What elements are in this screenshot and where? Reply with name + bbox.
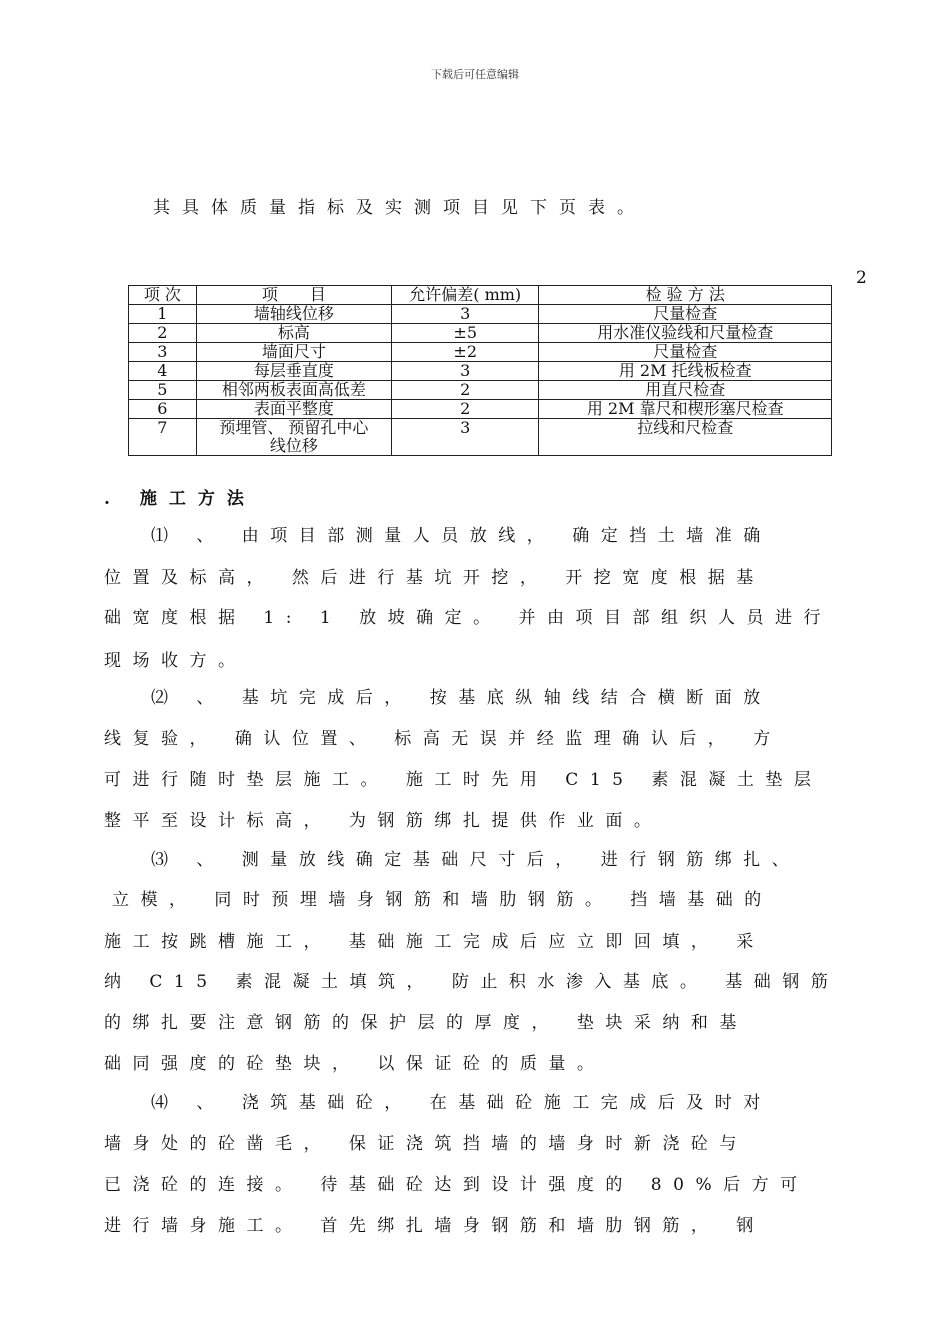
- body-line: 线复验， 确认位置、 标高无误并经监理确认后， 方: [104, 729, 782, 749]
- body-line: 础同强度的砼垫块， 以保证砼的质量。: [104, 1054, 606, 1074]
- body-line: 位置及标高， 然后进行基坑开挖， 开挖宽度根据基: [104, 568, 765, 588]
- table-row: [129, 362, 832, 381]
- cell-method: 用水准仪验线和尺量检查: [539, 324, 832, 343]
- cell-tolerance: 2: [392, 400, 539, 419]
- cell-item: 墙面尺寸: [196, 343, 391, 362]
- body-line: ⑵ 、 基坑完成后， 按基底纵轴线结合横断面放: [151, 688, 772, 708]
- body-line: 进行墙身施工。 首先绑扎墙身钢筋和墙肋钢筋， 钢: [104, 1216, 765, 1236]
- cell-no: 2: [129, 324, 197, 343]
- header-item: 项 目: [196, 286, 391, 305]
- cell-no: 3: [129, 343, 197, 362]
- cell-no: 1: [129, 305, 197, 324]
- body-line: 现场收方。: [104, 651, 247, 671]
- cell-method: 用 2M 托线板检查: [539, 362, 832, 381]
- header-method: 检 验 方 法: [539, 286, 832, 305]
- body-line: 已浇砼的连接。 待基础砼达到设计强度的 80%后方可: [104, 1175, 809, 1195]
- cell-no: 4: [129, 362, 197, 381]
- cell-tolerance: ±5: [392, 324, 539, 343]
- section-title: . 施工方法: [104, 489, 256, 509]
- cell-method: 尺量检查: [539, 343, 832, 362]
- cell-item: 每层垂直度: [196, 362, 391, 381]
- cell-item: 相邻两板表面高低差: [196, 381, 391, 400]
- table-row: [129, 400, 832, 419]
- cell-no: 5: [129, 381, 197, 400]
- cell-tolerance: 3: [392, 305, 539, 324]
- body-line: 施工按跳槽施工， 基础施工完成后应立即回填， 采: [104, 932, 765, 952]
- quality-table: [128, 285, 832, 456]
- body-line: 整平至设计标高， 为钢筋绑扎提供作业面。: [104, 811, 663, 831]
- header-tolerance: 允许偏差( mm): [392, 286, 539, 305]
- cell-tolerance: 3: [392, 362, 539, 381]
- body-line: 墙身处的砼凿毛， 保证浇筑挡墙的墙身时新浇砼与: [104, 1134, 748, 1154]
- table-row: [129, 419, 832, 456]
- cell-no: 6: [129, 400, 197, 419]
- cell-item: 墙轴线位移: [196, 305, 391, 324]
- table-row: [129, 381, 832, 400]
- cell-item: 表面平整度: [196, 400, 391, 419]
- cell-method: 尺量检查: [539, 305, 832, 324]
- table-row: [129, 343, 832, 362]
- body-line: ⑴ 、 由项目部测量人员放线， 确定挡土墙准确: [151, 526, 772, 546]
- body-line: ⑷ 、 浇筑基础砼， 在基础砼施工完成后及时对: [151, 1093, 772, 1113]
- table-row: [129, 324, 832, 343]
- body-line: ⑶ 、 测量放线确定基础尺寸后， 进行钢筋绑扎、: [151, 850, 801, 870]
- table-row: [129, 305, 832, 324]
- cell-method: 拉线和尺检查: [539, 419, 832, 456]
- body-line: 础宽度根据 1: 1 放坡确定。 并由项目部组织人员进行: [104, 608, 832, 628]
- cell-no: 7: [129, 419, 197, 456]
- cell-method: 用 2M 靠尺和楔形塞尺检查: [539, 400, 832, 419]
- header-note: 下载后可任意编辑: [431, 68, 519, 81]
- cell-tolerance: 3: [392, 419, 539, 456]
- cell-tolerance: ±2: [392, 343, 539, 362]
- body-line: 立模， 同时预埋墙身钢筋和墙肋钢筋。 挡墙基础的: [112, 890, 773, 910]
- body-line: 可进行随时垫层施工。 施工时先用 C15 素混凝土垫层: [104, 770, 823, 790]
- cell-item: 标高: [196, 324, 391, 343]
- cell-method: 用直尺检查: [539, 381, 832, 400]
- body-line: 的绑扎要注意钢筋的保护层的厚度， 垫块采纳和基: [104, 1013, 748, 1033]
- table-header-row: [129, 286, 832, 305]
- intro-text: 其具体质量指标及实测项目见下页表。: [153, 198, 646, 218]
- cell-item: 预埋管、 预留孔中心线位移: [196, 419, 391, 456]
- cell-tolerance: 2: [392, 381, 539, 400]
- header-no: 项 次: [129, 286, 197, 305]
- body-line: 纳 C15 素混凝土填筑， 防止积水渗入基底。 基础钢筋: [104, 972, 840, 992]
- page-number: 2: [856, 268, 867, 288]
